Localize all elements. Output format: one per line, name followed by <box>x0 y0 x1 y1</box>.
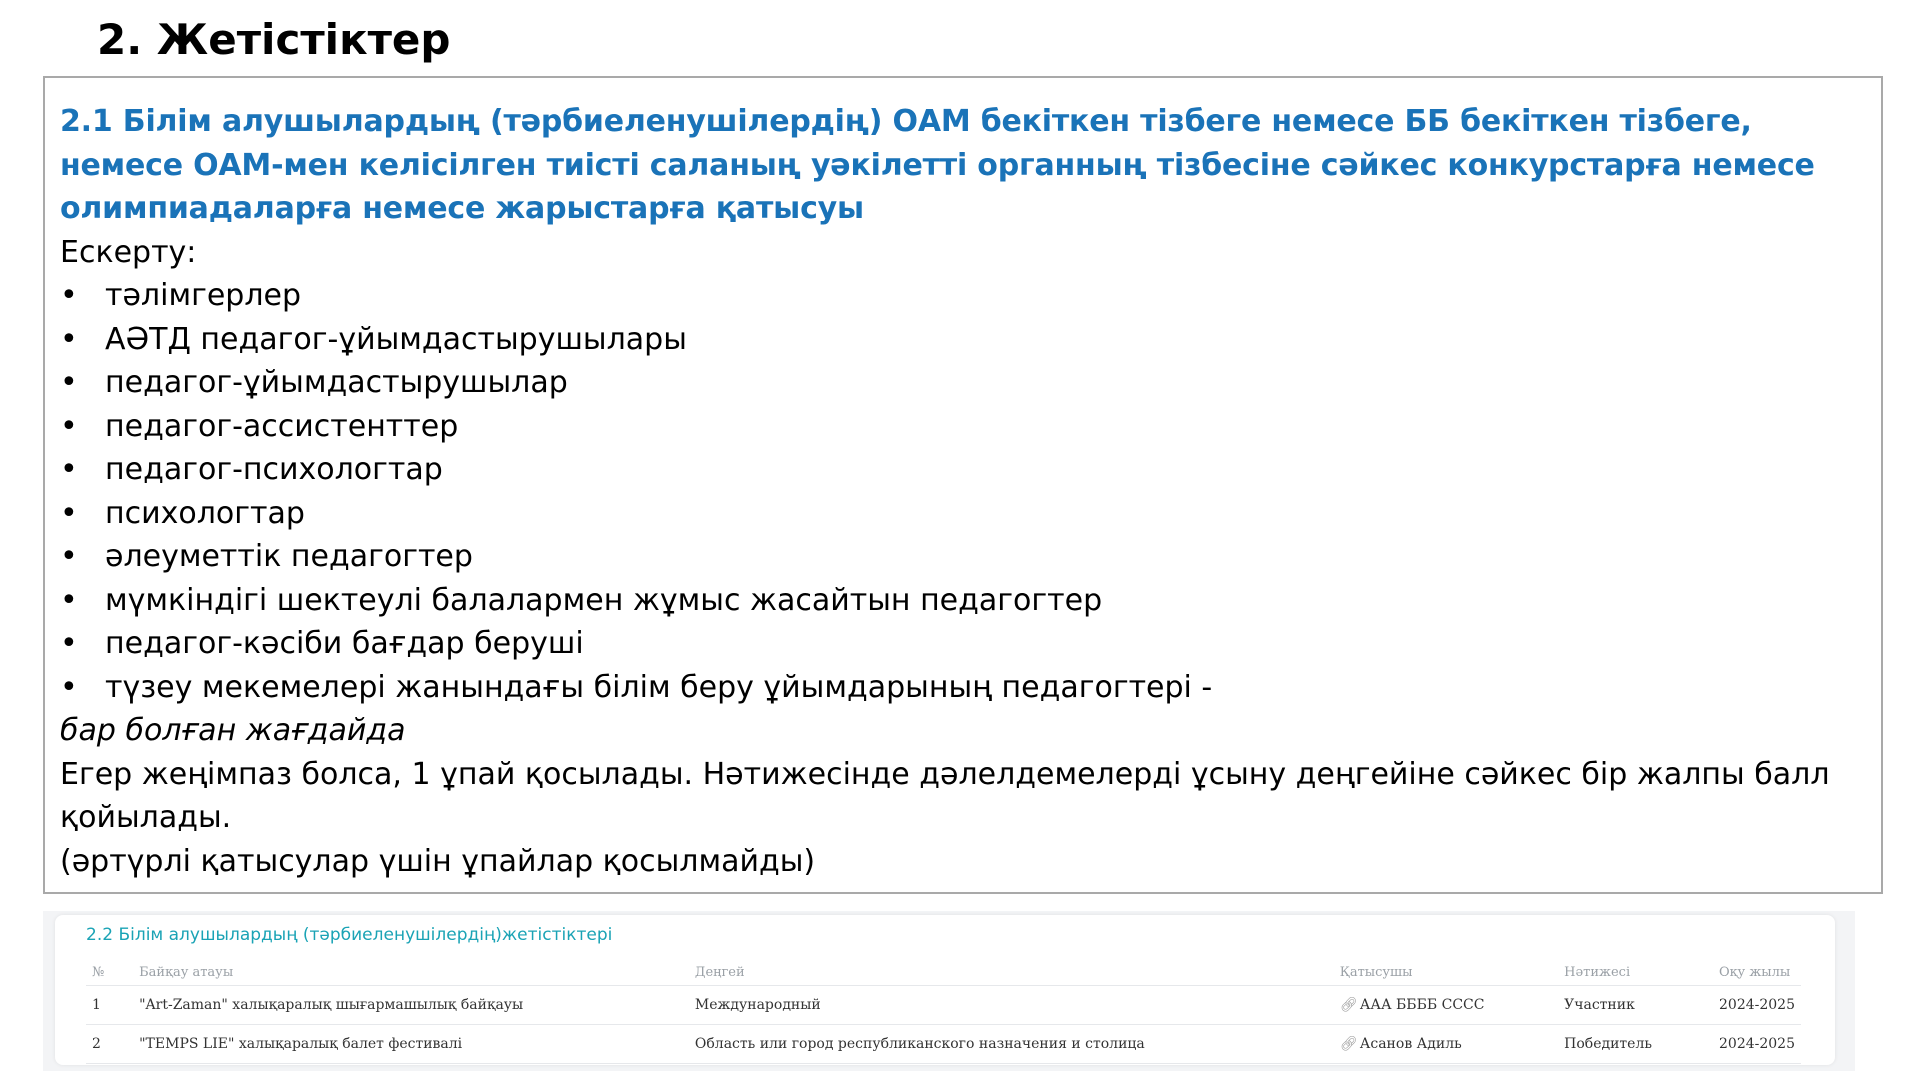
list-item <box>60 318 1866 362</box>
list-item <box>60 405 1866 449</box>
list-item-text: педагог-кәсіби бағдар беруші <box>105 626 584 661</box>
column-header-name: Байқау атауы <box>133 959 689 986</box>
list-item <box>60 622 1866 666</box>
cell-year: 2024-2025 <box>1713 1025 1801 1064</box>
bullet-dot: • <box>60 582 78 618</box>
note-label: Ескерту: <box>60 234 197 270</box>
table-title: 2.2 Білім алушылардың (тәрбиеленушілердің)жетістіктері <box>86 925 613 945</box>
bullet-dot: • <box>60 539 78 574</box>
list-item-text: психологтар <box>105 495 305 531</box>
bullet-dot: • <box>60 452 78 487</box>
bullet-dot: • <box>60 321 78 357</box>
list-item-text: әлеуметтік педагогтер <box>105 539 473 574</box>
column-header-participant: Қатысушы <box>1334 959 1558 986</box>
rule-note: (әртүрлі қатысулар үшін ұпайлар қосылмайды) <box>60 843 816 879</box>
bullet-dot: • <box>60 278 78 313</box>
cell-participant[interactable] <box>1334 1025 1558 1064</box>
list-item <box>60 361 1866 405</box>
cell-result: Участник <box>1558 986 1713 1025</box>
cell-result: Победитель <box>1558 1025 1713 1064</box>
cell-level: Международный <box>689 986 1334 1025</box>
participant-name: ААА ББББ СССС <box>1359 997 1485 1013</box>
list-item <box>60 666 1866 710</box>
list-item-text: АӘТД педагог-ұйымдастырушылары <box>105 321 687 357</box>
cell-year: 2024-2025 <box>1713 986 1801 1025</box>
table-header-row <box>86 959 1801 986</box>
list-item-text: педагог-ассистенттер <box>105 408 459 444</box>
bullet-dot: • <box>60 365 78 400</box>
link-icon: 🔗︎ <box>1339 997 1358 1013</box>
list-item-text: мүмкіндігі шектеулі балалармен жұмыс жасайтын педагогтер <box>105 582 1103 618</box>
participant-name: Асанов Адиль <box>1359 1036 1462 1052</box>
bullet-dot: • <box>60 669 78 705</box>
achievements-table <box>86 959 1801 1064</box>
slide-title: 2. Жетістіктер <box>97 15 451 64</box>
achievements-screenshot <box>43 911 1855 1071</box>
rule-text: Егер жеңімпаз болса, 1 ұпай қосылады. Нәтижесінде дәлелдемелерді ұсыну деңгейіне сәйкес бір жалпы балл қойылады. <box>60 756 1830 835</box>
criteria-content <box>60 100 1866 883</box>
cell-name: "Art-Zaman" халықаралық шығармашылық байқауы <box>133 986 689 1025</box>
column-header-level: Деңгей <box>689 959 1334 986</box>
list-item <box>60 535 1866 579</box>
roles-list <box>60 274 1866 709</box>
italic-note: бар болған жағдайда <box>60 713 406 748</box>
cell-name: "TEMPS LIE" халықаралық балет фестивалі <box>133 1025 689 1064</box>
list-item-text: түзеу мекемелері жанындағы білім беру ұйымдарының педагогтері - <box>105 669 1213 705</box>
list-item <box>60 492 1866 536</box>
cell-number: 1 <box>86 986 133 1025</box>
criteria-box <box>43 76 1883 894</box>
list-item-text: педагог-ұйымдастырушылар <box>105 365 568 400</box>
link-icon: 🔗︎ <box>1339 1036 1358 1052</box>
cell-level: Область или город республиканского назначения и столица <box>689 1025 1334 1064</box>
list-item <box>60 579 1866 623</box>
list-item <box>60 274 1866 318</box>
list-item-text: педагог-психологтар <box>105 452 443 487</box>
list-item <box>60 448 1866 492</box>
bullet-dot: • <box>60 408 78 444</box>
criteria-heading: 2.1 Білім алушылардың (тәрбиеленушілердің) ОАМ бекіткен тізбеге немесе ББ бекіткен тізбеге, немесе ОАМ-мен келісілген тиісті саланың уәкілетті органның тізбесіне сәйкес конкурстарға немесе олимпиадаларға немесе жарыстарға қатысуы <box>60 104 1815 226</box>
column-header-result: Нәтижесі <box>1558 959 1713 986</box>
table-row <box>86 986 1801 1025</box>
column-header-year: Оқу жылы <box>1713 959 1801 986</box>
cell-participant[interactable] <box>1334 986 1558 1025</box>
bullet-dot: • <box>60 495 78 531</box>
table-row <box>86 1025 1801 1064</box>
column-header-number: № <box>86 959 133 986</box>
achievements-card <box>55 915 1835 1065</box>
cell-number: 2 <box>86 1025 133 1064</box>
bullet-dot: • <box>60 626 78 661</box>
list-item-text: тәлімгерлер <box>105 278 302 313</box>
